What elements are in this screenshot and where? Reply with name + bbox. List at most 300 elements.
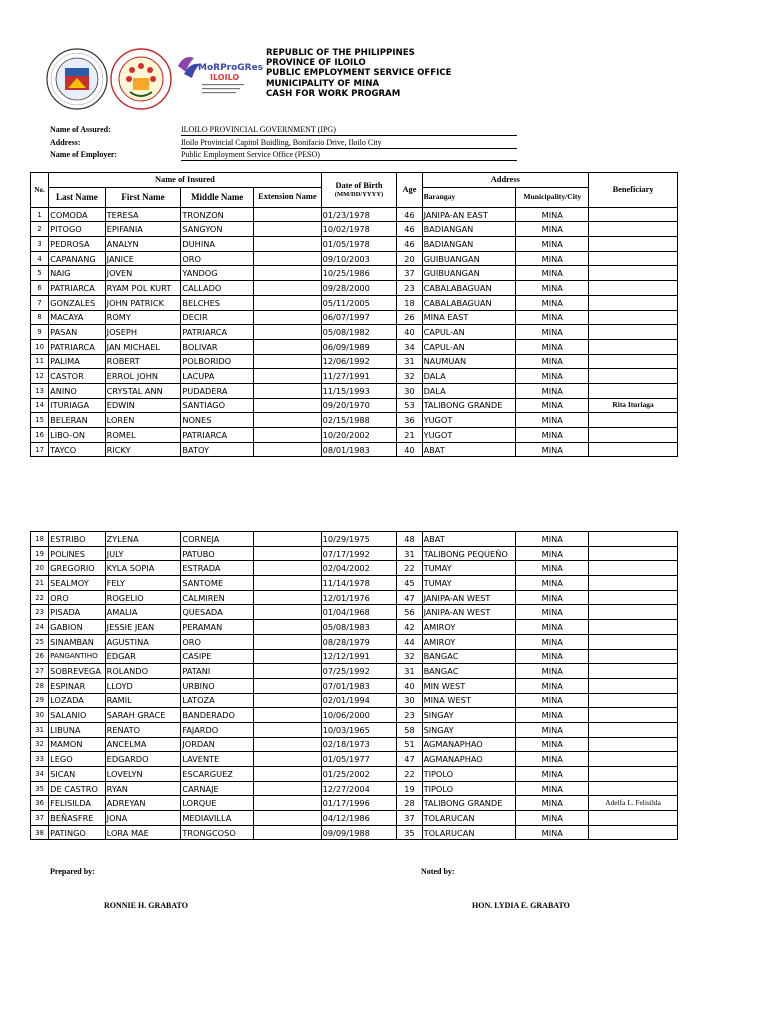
municipality-cell: MINA xyxy=(516,546,589,561)
middle-name-cell: CALMIREN xyxy=(181,590,254,605)
barangay-cell: TOLARUCAN xyxy=(422,811,516,826)
birth-date-cell: 10/25/1986 xyxy=(321,266,397,281)
first-name-cell: JOHN PATRICK xyxy=(105,295,181,310)
barangay-cell: SINGAY xyxy=(422,722,516,737)
row-number: 31 xyxy=(31,722,49,737)
last-name-cell: LOZADA xyxy=(49,693,106,708)
last-name-cell: BEÑASFRE xyxy=(49,811,106,826)
row-number: 6 xyxy=(31,281,49,296)
first-name-cell: LOREN xyxy=(105,413,181,428)
municipality-cell: MINA xyxy=(516,664,589,679)
municipality-cell: MINA xyxy=(516,413,589,428)
middle-name-cell: ORO xyxy=(181,634,254,649)
row-number: 32 xyxy=(31,737,49,752)
middle-name-cell: TRONZON xyxy=(181,207,254,222)
last-name-cell: DE CASTRO xyxy=(49,781,106,796)
birth-date-cell: 08/01/1983 xyxy=(321,442,397,457)
first-name-cell: ADREYAN xyxy=(105,796,181,811)
municipality-cell: MINA xyxy=(516,752,589,767)
last-name-cell: GREGORIO xyxy=(49,561,106,576)
middle-name-cell: PATRIARCA xyxy=(181,428,254,443)
age-cell: 56 xyxy=(397,605,422,620)
birth-date-cell: 01/05/1977 xyxy=(321,752,397,767)
birth-date-cell: 07/01/1983 xyxy=(321,678,397,693)
extension-name-cell xyxy=(254,767,322,782)
birth-date-cell: 01/25/2002 xyxy=(321,767,397,782)
municipality-cell: MINA xyxy=(516,398,589,413)
first-name-cell: SARAH GRACE xyxy=(105,708,181,723)
extension-name-cell xyxy=(254,339,322,354)
municipality-cell: MINA xyxy=(516,693,589,708)
barangay-cell: JANIPA-AN EAST xyxy=(422,207,516,222)
beneficiary-cell xyxy=(589,722,678,737)
row-number: 1 xyxy=(31,207,49,222)
table-row xyxy=(31,295,678,310)
dob-header-label: Date of Birth xyxy=(335,180,383,190)
row-number: 2 xyxy=(31,222,49,237)
municipality-cell: MINA xyxy=(516,369,589,384)
birth-date-cell: 06/07/1997 xyxy=(321,310,397,325)
age-cell: 40 xyxy=(397,442,422,457)
row-number: 25 xyxy=(31,634,49,649)
last-name-cell: TAYCO xyxy=(49,442,106,457)
barangay-cell: DALA xyxy=(422,383,516,398)
age-cell: 40 xyxy=(397,325,422,340)
extension-name-cell xyxy=(254,634,322,649)
table-row xyxy=(31,708,678,723)
beneficiary-cell xyxy=(589,442,678,457)
age-cell: 26 xyxy=(397,310,422,325)
municipality-cell: MINA xyxy=(516,295,589,310)
row-number: 38 xyxy=(31,825,49,840)
birth-date-cell: 11/15/1993 xyxy=(321,383,397,398)
extension-name-cell xyxy=(254,251,322,266)
extension-name-cell xyxy=(254,546,322,561)
last-name-cell: SALANIO xyxy=(49,708,106,723)
extension-name-header: Extension Name xyxy=(254,187,322,207)
last-name-cell: POLINES xyxy=(49,546,106,561)
extension-name-cell xyxy=(254,310,322,325)
table-row xyxy=(31,649,678,664)
middle-name-cell: NONES xyxy=(181,413,254,428)
barangay-cell: ABAT xyxy=(422,532,516,547)
row-number: 20 xyxy=(31,561,49,576)
birth-date-cell: 10/20/2002 xyxy=(321,428,397,443)
extension-name-cell xyxy=(254,354,322,369)
row-number: 30 xyxy=(31,708,49,723)
table-row xyxy=(31,546,678,561)
first-name-cell: EDGARDO xyxy=(105,752,181,767)
document-header xyxy=(266,48,566,99)
municipality-cell: MINA xyxy=(516,237,589,252)
barangay-cell: JANIPA-AN WEST xyxy=(422,605,516,620)
age-cell: 58 xyxy=(397,722,422,737)
birth-date-cell: 09/28/2000 xyxy=(321,281,397,296)
beneficiary-cell xyxy=(589,752,678,767)
birth-date-cell: 05/08/1983 xyxy=(321,620,397,635)
beneficiary-cell xyxy=(589,222,678,237)
age-cell: 44 xyxy=(397,634,422,649)
age-cell: 32 xyxy=(397,369,422,384)
barangay-cell: AMIROY xyxy=(422,634,516,649)
age-cell: 31 xyxy=(397,546,422,561)
beneficiary-cell xyxy=(589,546,678,561)
first-name-cell: JESSIE JEAN xyxy=(105,620,181,635)
barangay-cell: BADIANGAN xyxy=(422,222,516,237)
birth-date-cell: 01/04/1968 xyxy=(321,605,397,620)
municipality-cell: MINA xyxy=(516,428,589,443)
first-name-cell: JAN MICHAEL xyxy=(105,339,181,354)
row-number: 14 xyxy=(31,398,49,413)
address-group-header: Address xyxy=(422,173,589,188)
age-cell: 36 xyxy=(397,413,422,428)
beneficiary-header: Beneficiary xyxy=(589,173,678,208)
middle-name-cell: CALLADO xyxy=(181,281,254,296)
last-name-cell: ORO xyxy=(49,590,106,605)
municipality-cell: MINA xyxy=(516,576,589,591)
first-name-cell: LOVELYN xyxy=(105,767,181,782)
extension-name-cell xyxy=(254,561,322,576)
last-name-cell: SICAN xyxy=(49,767,106,782)
row-number: 29 xyxy=(31,693,49,708)
extension-name-cell xyxy=(254,413,322,428)
table-row xyxy=(31,737,678,752)
birth-date-cell: 07/17/1992 xyxy=(321,546,397,561)
birth-date-cell: 08/28/1979 xyxy=(321,634,397,649)
beneficiary-cell xyxy=(589,266,678,281)
middle-name-header: Middle Name xyxy=(181,187,254,207)
middle-name-cell: SANTIAGO xyxy=(181,398,254,413)
beneficiary-cell xyxy=(589,413,678,428)
extension-name-cell xyxy=(254,708,322,723)
age-cell: 30 xyxy=(397,693,422,708)
row-number: 23 xyxy=(31,605,49,620)
first-name-cell: JULY xyxy=(105,546,181,561)
insurance-info xyxy=(50,124,520,162)
municipality-cell: MINA xyxy=(516,207,589,222)
extension-name-cell xyxy=(254,266,322,281)
middle-name-cell: MEDIAVILLA xyxy=(181,811,254,826)
age-cell: 28 xyxy=(397,796,422,811)
table-row xyxy=(31,693,678,708)
row-number: 35 xyxy=(31,781,49,796)
row-number: 16 xyxy=(31,428,49,443)
birth-date-cell: 01/17/1996 xyxy=(321,796,397,811)
middle-name-cell: DUHINA xyxy=(181,237,254,252)
last-name-cell: COMODA xyxy=(49,207,106,222)
municipality-cell: MINA xyxy=(516,605,589,620)
extension-name-cell xyxy=(254,383,322,398)
beneficiary-cell xyxy=(589,811,678,826)
beneficiary-cell xyxy=(589,708,678,723)
last-name-cell: ESTRIBO xyxy=(49,532,106,547)
birth-date-cell: 11/14/1978 xyxy=(321,576,397,591)
birth-date-cell: 02/18/1973 xyxy=(321,737,397,752)
last-name-cell: PISADA xyxy=(49,605,106,620)
beneficiary-cell xyxy=(589,383,678,398)
row-number: 21 xyxy=(31,576,49,591)
beneficiary-cell: Rita Ituriaga xyxy=(589,398,678,413)
row-number: 36 xyxy=(31,796,49,811)
municipality-cell: MINA xyxy=(516,737,589,752)
last-name-header: Last Name xyxy=(49,187,106,207)
barangay-cell: YUGOT xyxy=(422,428,516,443)
first-name-cell: RENATO xyxy=(105,722,181,737)
birth-date-cell: 09/10/2003 xyxy=(321,251,397,266)
header-line: PROVINCE OF ILOILO xyxy=(266,58,366,69)
last-name-cell: LIBUNA xyxy=(49,722,106,737)
last-name-cell: CAPANANG xyxy=(49,251,106,266)
row-number: 5 xyxy=(31,266,49,281)
beneficiary-cell xyxy=(589,354,678,369)
barangay-cell: TALIBONG PEQUEÑO xyxy=(422,546,516,561)
last-name-cell: PEDROSA xyxy=(49,237,106,252)
extension-name-cell xyxy=(254,398,322,413)
table-row xyxy=(31,413,678,428)
insured-table-continued-body xyxy=(31,532,678,840)
birth-date-cell: 07/25/1992 xyxy=(321,664,397,679)
last-name-cell: GONZALES xyxy=(49,295,106,310)
table-row xyxy=(31,251,678,266)
table-row xyxy=(31,266,678,281)
table-row xyxy=(31,369,678,384)
extension-name-cell xyxy=(254,532,322,547)
birth-date-cell: 12/12/1991 xyxy=(321,649,397,664)
middle-name-cell: BATOY xyxy=(181,442,254,457)
age-cell: 31 xyxy=(397,664,422,679)
extension-name-cell xyxy=(254,590,322,605)
middle-name-cell: YANDOG xyxy=(181,266,254,281)
last-name-cell: GABION xyxy=(49,620,106,635)
barangay-cell: CABALABAGUAN xyxy=(422,295,516,310)
middle-name-cell: ORO xyxy=(181,251,254,266)
barangay-cell: NAUMUAN xyxy=(422,354,516,369)
last-name-cell: FELISILDA xyxy=(49,796,106,811)
extension-name-cell xyxy=(254,442,322,457)
age-cell: 21 xyxy=(397,428,422,443)
middle-name-cell: LACUPA xyxy=(181,369,254,384)
municipality-cell: MINA xyxy=(516,722,589,737)
birth-date-cell: 01/05/1978 xyxy=(321,237,397,252)
assured-value: ILOILO PROVINCIAL GOVERNMENT (IPG) xyxy=(181,125,517,136)
middle-name-cell: SANGYON xyxy=(181,222,254,237)
beneficiary-cell xyxy=(589,310,678,325)
first-name-cell: AGUSTINA xyxy=(105,634,181,649)
noted-by-label: Noted by: xyxy=(421,867,455,876)
table-row xyxy=(31,811,678,826)
dob-header xyxy=(321,173,397,208)
last-name-cell: PITOGO xyxy=(49,222,106,237)
first-name-cell: RAMIL xyxy=(105,693,181,708)
birth-date-cell: 01/23/1978 xyxy=(321,207,397,222)
last-name-cell: SINAMBAN xyxy=(49,634,106,649)
first-name-cell: JONA xyxy=(105,811,181,826)
address-value: Iloilo Provincial Capitol Buidling, Bonifacio Drive, Iloilo City xyxy=(181,138,517,149)
col-no-header: No. xyxy=(31,173,49,208)
beneficiary-cell xyxy=(589,561,678,576)
age-cell: 40 xyxy=(397,678,422,693)
last-name-cell: MAMON xyxy=(49,737,106,752)
age-cell: 23 xyxy=(397,708,422,723)
last-name-cell: LIBO-ON xyxy=(49,428,106,443)
barangay-cell: YUGOT xyxy=(422,413,516,428)
beneficiary-cell xyxy=(589,825,678,840)
birth-date-cell: 09/09/1988 xyxy=(321,825,397,840)
last-name-cell: ESPINAR xyxy=(49,678,106,693)
row-number: 11 xyxy=(31,354,49,369)
birth-date-cell: 09/20/1970 xyxy=(321,398,397,413)
middle-name-cell: PERAMAN xyxy=(181,620,254,635)
birth-date-cell: 11/27/1991 xyxy=(321,369,397,384)
middle-name-cell: TRONGCOSO xyxy=(181,825,254,840)
last-name-cell: SOBREVEGA xyxy=(49,664,106,679)
first-name-cell: EPIFANIA xyxy=(105,222,181,237)
last-name-cell: PANGANTIHO xyxy=(49,649,106,664)
table-row xyxy=(31,383,678,398)
last-name-cell: PASAN xyxy=(49,325,106,340)
barangay-cell: TALIBONG GRANDE xyxy=(422,796,516,811)
beneficiary-cell xyxy=(589,576,678,591)
municipality-cell: MINA xyxy=(516,310,589,325)
middle-name-cell: LAVENTE xyxy=(181,752,254,767)
beneficiary-cell xyxy=(589,605,678,620)
first-name-cell: ROBERT xyxy=(105,354,181,369)
municipality-header: Municipality/City xyxy=(516,187,589,207)
first-name-cell: ROMEL xyxy=(105,428,181,443)
first-name-cell: ROLANDO xyxy=(105,664,181,679)
employer-row xyxy=(50,149,520,162)
extension-name-cell xyxy=(254,428,322,443)
row-number: 8 xyxy=(31,310,49,325)
beneficiary-cell xyxy=(589,339,678,354)
birth-date-cell: 05/11/2005 xyxy=(321,295,397,310)
last-name-cell: NAIG xyxy=(49,266,106,281)
first-name-cell: RYAM POL KURT xyxy=(105,281,181,296)
barangay-cell: GUIBUANGAN xyxy=(422,251,516,266)
barangay-cell: TOLARUCAN xyxy=(422,825,516,840)
middle-name-cell: PATRIARCA xyxy=(181,325,254,340)
extension-name-cell xyxy=(254,222,322,237)
row-number: 18 xyxy=(31,532,49,547)
table-row xyxy=(31,237,678,252)
age-cell: 22 xyxy=(397,767,422,782)
beneficiary-cell xyxy=(589,634,678,649)
extension-name-cell xyxy=(254,281,322,296)
middle-name-cell: URBINO xyxy=(181,678,254,693)
first-name-cell: JANICE xyxy=(105,251,181,266)
header-line: PUBLIC EMPLOYMENT SERVICE OFFICE xyxy=(266,68,452,79)
municipality-cell: MINA xyxy=(516,634,589,649)
municipality-cell: MINA xyxy=(516,781,589,796)
extension-name-cell xyxy=(254,737,322,752)
header-line: MUNICIPALITY OF MINA xyxy=(266,78,380,89)
dob-format-label: (MM/DD/YYYY) xyxy=(334,190,384,198)
extension-name-cell xyxy=(254,722,322,737)
table-row xyxy=(31,339,678,354)
municipality-cell: MINA xyxy=(516,339,589,354)
employer-value: Public Employment Service Office (PESO) xyxy=(181,150,517,161)
table-row xyxy=(31,781,678,796)
last-name-cell: CASTOR xyxy=(49,369,106,384)
prepared-by-name: RONNIE H. GRABATO xyxy=(104,901,188,910)
age-cell: 37 xyxy=(397,811,422,826)
municipality-cell: MINA xyxy=(516,281,589,296)
table-row xyxy=(31,796,678,811)
beneficiary-cell xyxy=(589,281,678,296)
table-row xyxy=(31,398,678,413)
peso-seal-icon xyxy=(110,48,172,110)
municipality-cell: MINA xyxy=(516,532,589,547)
municipality-cell: MINA xyxy=(516,325,589,340)
extension-name-cell xyxy=(254,664,322,679)
row-number: 12 xyxy=(31,369,49,384)
age-cell: 47 xyxy=(397,590,422,605)
table-row xyxy=(31,532,678,547)
extension-name-cell xyxy=(254,620,322,635)
middle-name-cell: BOLIVAR xyxy=(181,339,254,354)
municipality-cell: MINA xyxy=(516,442,589,457)
row-number: 13 xyxy=(31,383,49,398)
birth-date-cell: 02/04/2002 xyxy=(321,561,397,576)
municipality-cell: MINA xyxy=(516,678,589,693)
beneficiary-cell xyxy=(589,649,678,664)
first-name-cell: LLOYD xyxy=(105,678,181,693)
municipality-cell: MINA xyxy=(516,251,589,266)
svg-text:MoRProGRes: MoRProGRes xyxy=(198,63,264,73)
barangay-cell: SINGAY xyxy=(422,708,516,723)
barangay-cell: BANGAC xyxy=(422,664,516,679)
first-name-cell: RICKY xyxy=(105,442,181,457)
extension-name-cell xyxy=(254,811,322,826)
middle-name-cell: BELCHES xyxy=(181,295,254,310)
middle-name-cell: SANTOME xyxy=(181,576,254,591)
first-name-cell: JOVEN xyxy=(105,266,181,281)
age-cell: 46 xyxy=(397,237,422,252)
extension-name-cell xyxy=(254,369,322,384)
municipality-cell: MINA xyxy=(516,266,589,281)
birth-date-cell: 10/03/1965 xyxy=(321,722,397,737)
beneficiary-cell xyxy=(589,251,678,266)
extension-name-cell xyxy=(254,207,322,222)
barangay-cell: AGMANAPHAO xyxy=(422,752,516,767)
municipality-cell: MINA xyxy=(516,767,589,782)
middle-name-cell: PATUBO xyxy=(181,546,254,561)
age-cell: 48 xyxy=(397,532,422,547)
beneficiary-cell xyxy=(589,207,678,222)
beneficiary-cell: Adelfa L. Felisilda xyxy=(589,796,678,811)
header-line: REPUBLIC OF THE PHILIPPINES xyxy=(266,48,415,58)
municipality-cell: MINA xyxy=(516,561,589,576)
first-name-cell: KYLA SOPIA xyxy=(105,561,181,576)
barangay-cell: TIPOLO xyxy=(422,767,516,782)
insured-table-continued xyxy=(30,531,678,840)
middle-name-cell: CASIPE xyxy=(181,649,254,664)
age-cell: 31 xyxy=(397,354,422,369)
last-name-cell: ANINO xyxy=(49,383,106,398)
row-number: 9 xyxy=(31,325,49,340)
extension-name-cell xyxy=(254,237,322,252)
row-number: 4 xyxy=(31,251,49,266)
beneficiary-cell xyxy=(589,678,678,693)
first-name-cell: EDGAR xyxy=(105,649,181,664)
birth-date-cell: 10/06/2000 xyxy=(321,708,397,723)
beneficiary-cell xyxy=(589,428,678,443)
first-name-cell: ROGELIO xyxy=(105,590,181,605)
table-row xyxy=(31,664,678,679)
birth-date-cell: 05/08/1982 xyxy=(321,325,397,340)
last-name-cell: MACAYA xyxy=(49,310,106,325)
header-line: CASH FOR WORK PROGRAM xyxy=(266,88,401,99)
